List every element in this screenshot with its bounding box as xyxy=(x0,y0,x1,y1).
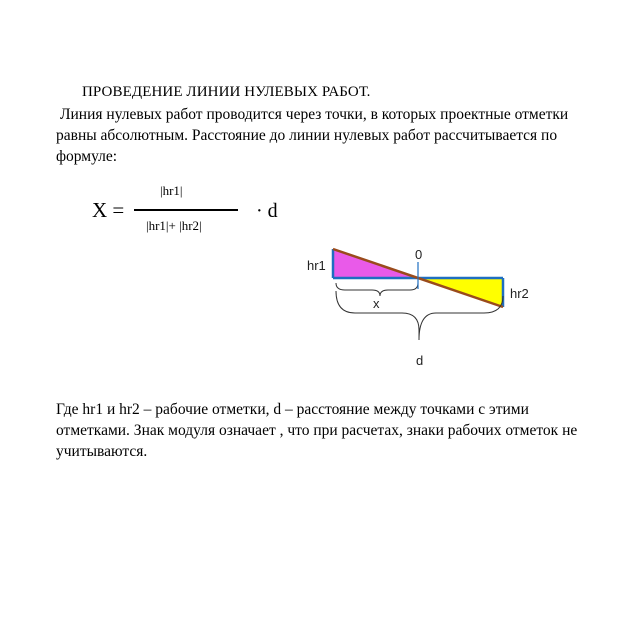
formula-denominator: |hr1|+ |hr2| xyxy=(146,218,202,233)
label-x: x xyxy=(373,296,380,311)
label-hr1: hr1 xyxy=(307,258,326,273)
explanation-paragraph: Где hr1 и hr2 – рабочие отметки, d – расстояние между точками с этими отметками. Знак модуля означает , что при расчетах, знаки рабочих отметок не учитываются. xyxy=(56,401,578,460)
section-heading: ПРОВЕДЕНИЕ ЛИНИИ НУЛЕВЫХ РАБОТ. xyxy=(82,84,371,100)
intro-paragraph: Линия нулевых работ проводится через точки, в которых проектные отметки равны абсолютным. Расстояние до линии нулевых работ рассчитывается по формуле: xyxy=(56,106,569,165)
formula-lhs: X = xyxy=(92,198,125,222)
x-measure-bracket xyxy=(336,283,418,296)
formula-numerator: |hr1| xyxy=(160,183,183,198)
label-hr2: hr2 xyxy=(510,286,529,301)
label-zero: 0 xyxy=(415,247,423,262)
formula-multiplier: · d xyxy=(256,200,278,222)
label-d: d xyxy=(416,353,424,368)
